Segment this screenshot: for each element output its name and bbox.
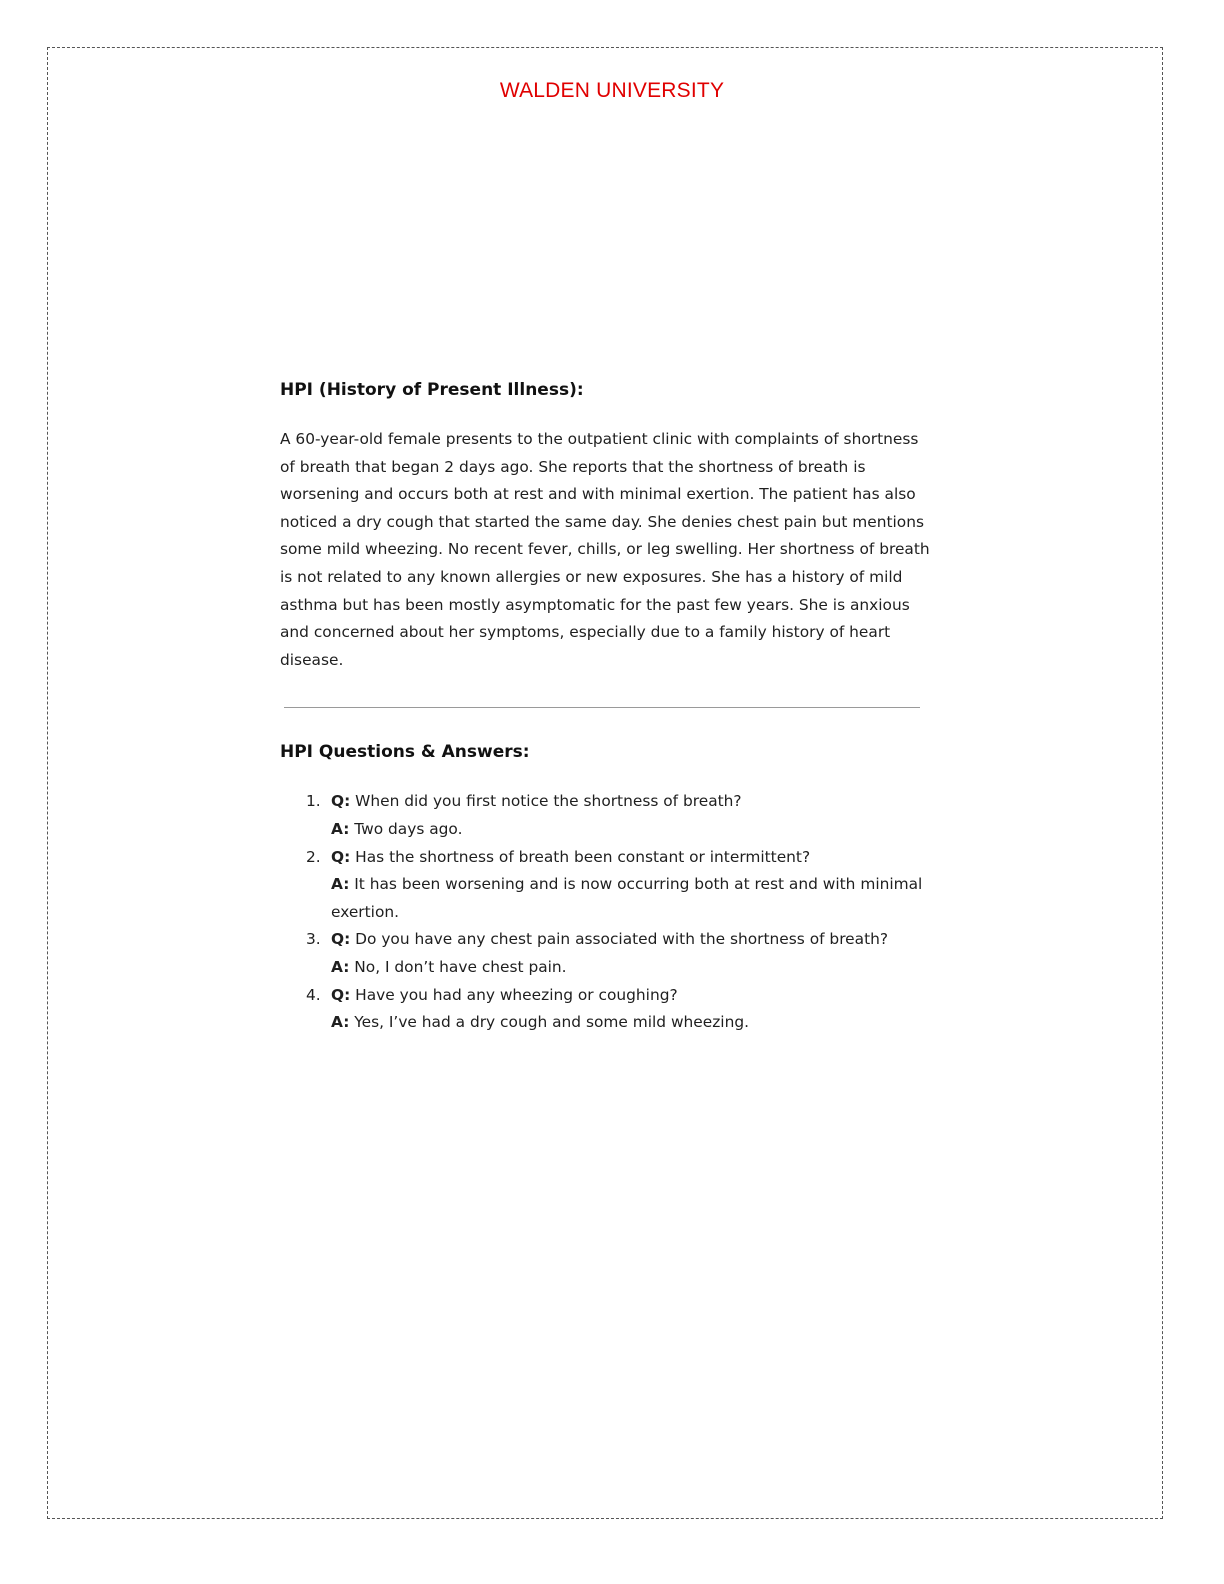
question-line: [331, 788, 930, 816]
qa-number: 4.: [306, 985, 321, 1004]
question-text: Have you had any wheezing or coughing?: [355, 985, 678, 1004]
question-line: [331, 926, 930, 954]
answer-label: A:: [331, 875, 350, 894]
qa-body: [331, 982, 930, 1037]
qa-body: [331, 788, 930, 843]
qa-list: [280, 788, 930, 1036]
qa-number: 3.: [306, 930, 321, 949]
question-text: Has the shortness of breath been constant or intermittent?: [355, 847, 811, 866]
question-text: Do you have any chest pain associated with the shortness of breath?: [355, 930, 889, 949]
qa-item: [280, 982, 930, 1037]
question-line: [331, 982, 930, 1010]
qa-item: [280, 844, 930, 927]
answer-line: [331, 816, 930, 844]
question-text: When did you first notice the shortness of breath?: [355, 792, 742, 811]
answer-label: A:: [331, 1013, 350, 1032]
answer-label: A:: [331, 819, 350, 838]
answer-text: It has been worsening and is now occurring both at rest and with minimal exertion.: [331, 875, 923, 921]
qa-heading: HPI Questions & Answers:: [280, 742, 530, 763]
qa-number: 1.: [306, 792, 321, 811]
qa-item: [280, 926, 930, 981]
section-divider: [284, 707, 920, 708]
answer-text: Yes, I’ve had a dry cough and some mild wheezing.: [354, 1013, 750, 1032]
question-label: Q:: [331, 792, 351, 811]
answer-line: [331, 1009, 930, 1037]
question-label: Q:: [331, 930, 351, 949]
question-label: Q:: [331, 847, 351, 866]
question-label: Q:: [331, 985, 351, 1004]
qa-body: [331, 844, 930, 927]
qa-body: [331, 926, 930, 981]
hpi-heading: HPI (History of Present Illness):: [280, 380, 584, 400]
answer-text: Two days ago.: [354, 819, 463, 838]
question-line: [331, 844, 930, 872]
answer-label: A:: [331, 957, 350, 976]
answer-line: [331, 954, 930, 982]
hpi-paragraph: A 60-year-old female presents to the outpatient clinic with complaints of shortness of breath that began 2 days ago. She reports that the shortness of breath is worsening and occurs both at rest and with minimal exertion. The patient has also noticed a dry cough that started the same day. She denies chest pain but mentions some mild wheezing. No recent fever, chills, or leg swelling. Her shortness of breath is not related to any known allergies or new exposures. She has a history of mild asthma but has been mostly asymptomatic for the past few years. She is anxious and concerned about her symptoms, especially due to a family history of heart disease.: [280, 430, 930, 669]
answer-text: No, I don’t have chest pain.: [354, 957, 567, 976]
qa-number: 2.: [306, 847, 321, 866]
answer-line: [331, 871, 930, 926]
university-title: WALDEN UNIVERSITY: [499, 79, 725, 102]
document-content: [280, 380, 930, 1037]
qa-item: [280, 788, 930, 843]
